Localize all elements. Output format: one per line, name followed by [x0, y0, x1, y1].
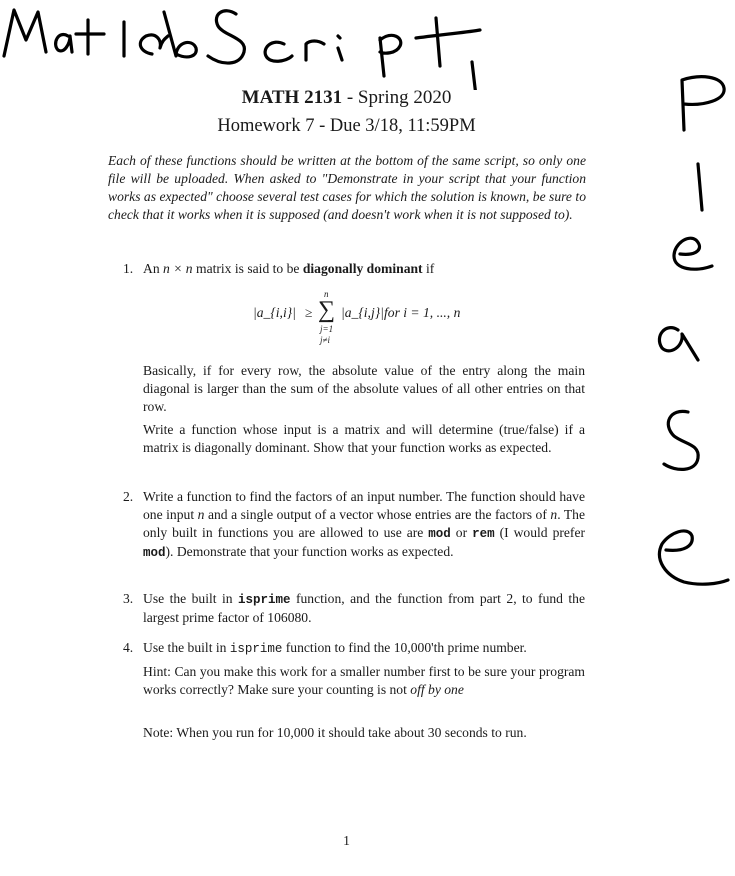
- formula-condition: for i = 1, ..., n: [384, 305, 461, 320]
- p3-text: Use the built in: [143, 591, 239, 606]
- problem-1-number: 1.: [123, 261, 134, 276]
- summation-symbol: ∑: [318, 297, 336, 323]
- sum-lower-limit-2: j≠i: [320, 335, 330, 345]
- p2-math-n: n: [550, 507, 558, 522]
- formula-rhs: |a_{i,j}|: [341, 305, 384, 320]
- title-separator: -: [346, 87, 354, 108]
- p4-hint-text: Hint: Can you make this work for a smaller number first to be sure your program works correctly? Make sure your counting is not: [143, 664, 585, 697]
- p2-text: or: [450, 525, 473, 540]
- p3-text: function, and the function from part 2, to fund the largest prime factor of 106080.: [143, 591, 586, 625]
- course-code: MATH 2131: [241, 87, 343, 108]
- p1-text: if: [422, 261, 435, 276]
- diagonal-dominance-formula: [253, 288, 513, 348]
- formula-lhs: |a_{i,i}|: [253, 305, 296, 320]
- p1-text: matrix is said to be: [192, 261, 303, 276]
- sum-lower-limit-1: j=1: [320, 324, 334, 334]
- handwritten-matlab-script: [0, 0, 600, 90]
- p2-text: Write a function to find the factors of an input number. The function should have one input: [143, 489, 585, 522]
- problem-3-number: 3.: [123, 591, 134, 606]
- p2-text: and a single output of a vector whose entries are the factors of: [204, 507, 551, 522]
- p2-math-n: n: [197, 507, 205, 522]
- sum-upper-limit: n: [324, 289, 329, 299]
- p1-text: An: [143, 261, 164, 276]
- problem-4-number: 4.: [123, 640, 134, 655]
- formula-relation: ≥: [305, 305, 313, 320]
- homework-due: Homework 7 - Due 3/18, 11:59PM: [217, 116, 476, 136]
- p4-code-isprime: isprime: [229, 642, 283, 656]
- p2-code-rem: rem: [472, 527, 495, 541]
- problem-3-text: [143, 590, 585, 627]
- p2-text: (I would prefer: [494, 525, 586, 540]
- page-number: 1: [343, 833, 350, 848]
- problem-1-task: Write a function whose input is a matrix and will determine (true/false) if a matrix is diagonally dominant. Show that your function works as expected.: [143, 422, 585, 455]
- problem-4-hint: [143, 663, 585, 699]
- handwritten-please: [640, 60, 730, 620]
- intro-paragraph: Each of these functions should be written at the bottom of the same script, so only one file will be uploaded. When asked to "Demonstrate in your script that your function works as expected" choose several test cases for which the solution is known, be sure to check that it works when it is supposed (and doesn't work when it is not supposed to).: [108, 153, 586, 222]
- problem-4-text: [143, 639, 585, 658]
- p4-text: Use the built in: [143, 640, 230, 655]
- problem-2-number: 2.: [123, 489, 134, 504]
- problem-1-lead: [143, 260, 585, 278]
- p2-text: ). Demonstrate that your function works as expected.: [165, 544, 454, 559]
- p2-code-mod: mod: [143, 546, 166, 560]
- p2-text: . The only built in functions you are allowed to use are: [143, 507, 585, 540]
- p1-math-nxn: n × n: [163, 261, 193, 276]
- problem-1-explanation: Basically, if for every row, the absolute value of the entry along the main diagonal is larger than the sum of the absolute values of all other entries on that row.: [143, 363, 585, 414]
- p4-text: function to find the 10,000'th prime number.: [282, 640, 527, 655]
- problem-2-text: [143, 488, 585, 562]
- p1-term-diagonally-dominant: diagonally dominant: [302, 261, 423, 276]
- problem-4-note: Note: When you run for 10,000 it should take about 30 seconds to run.: [143, 725, 527, 740]
- p3-code-isprime: isprime: [238, 593, 291, 607]
- p2-code-mod: mod: [428, 527, 451, 541]
- term: Spring 2020: [357, 87, 452, 108]
- p4-hint-emphasis: off by one: [410, 682, 464, 697]
- document-title: [0, 87, 693, 109]
